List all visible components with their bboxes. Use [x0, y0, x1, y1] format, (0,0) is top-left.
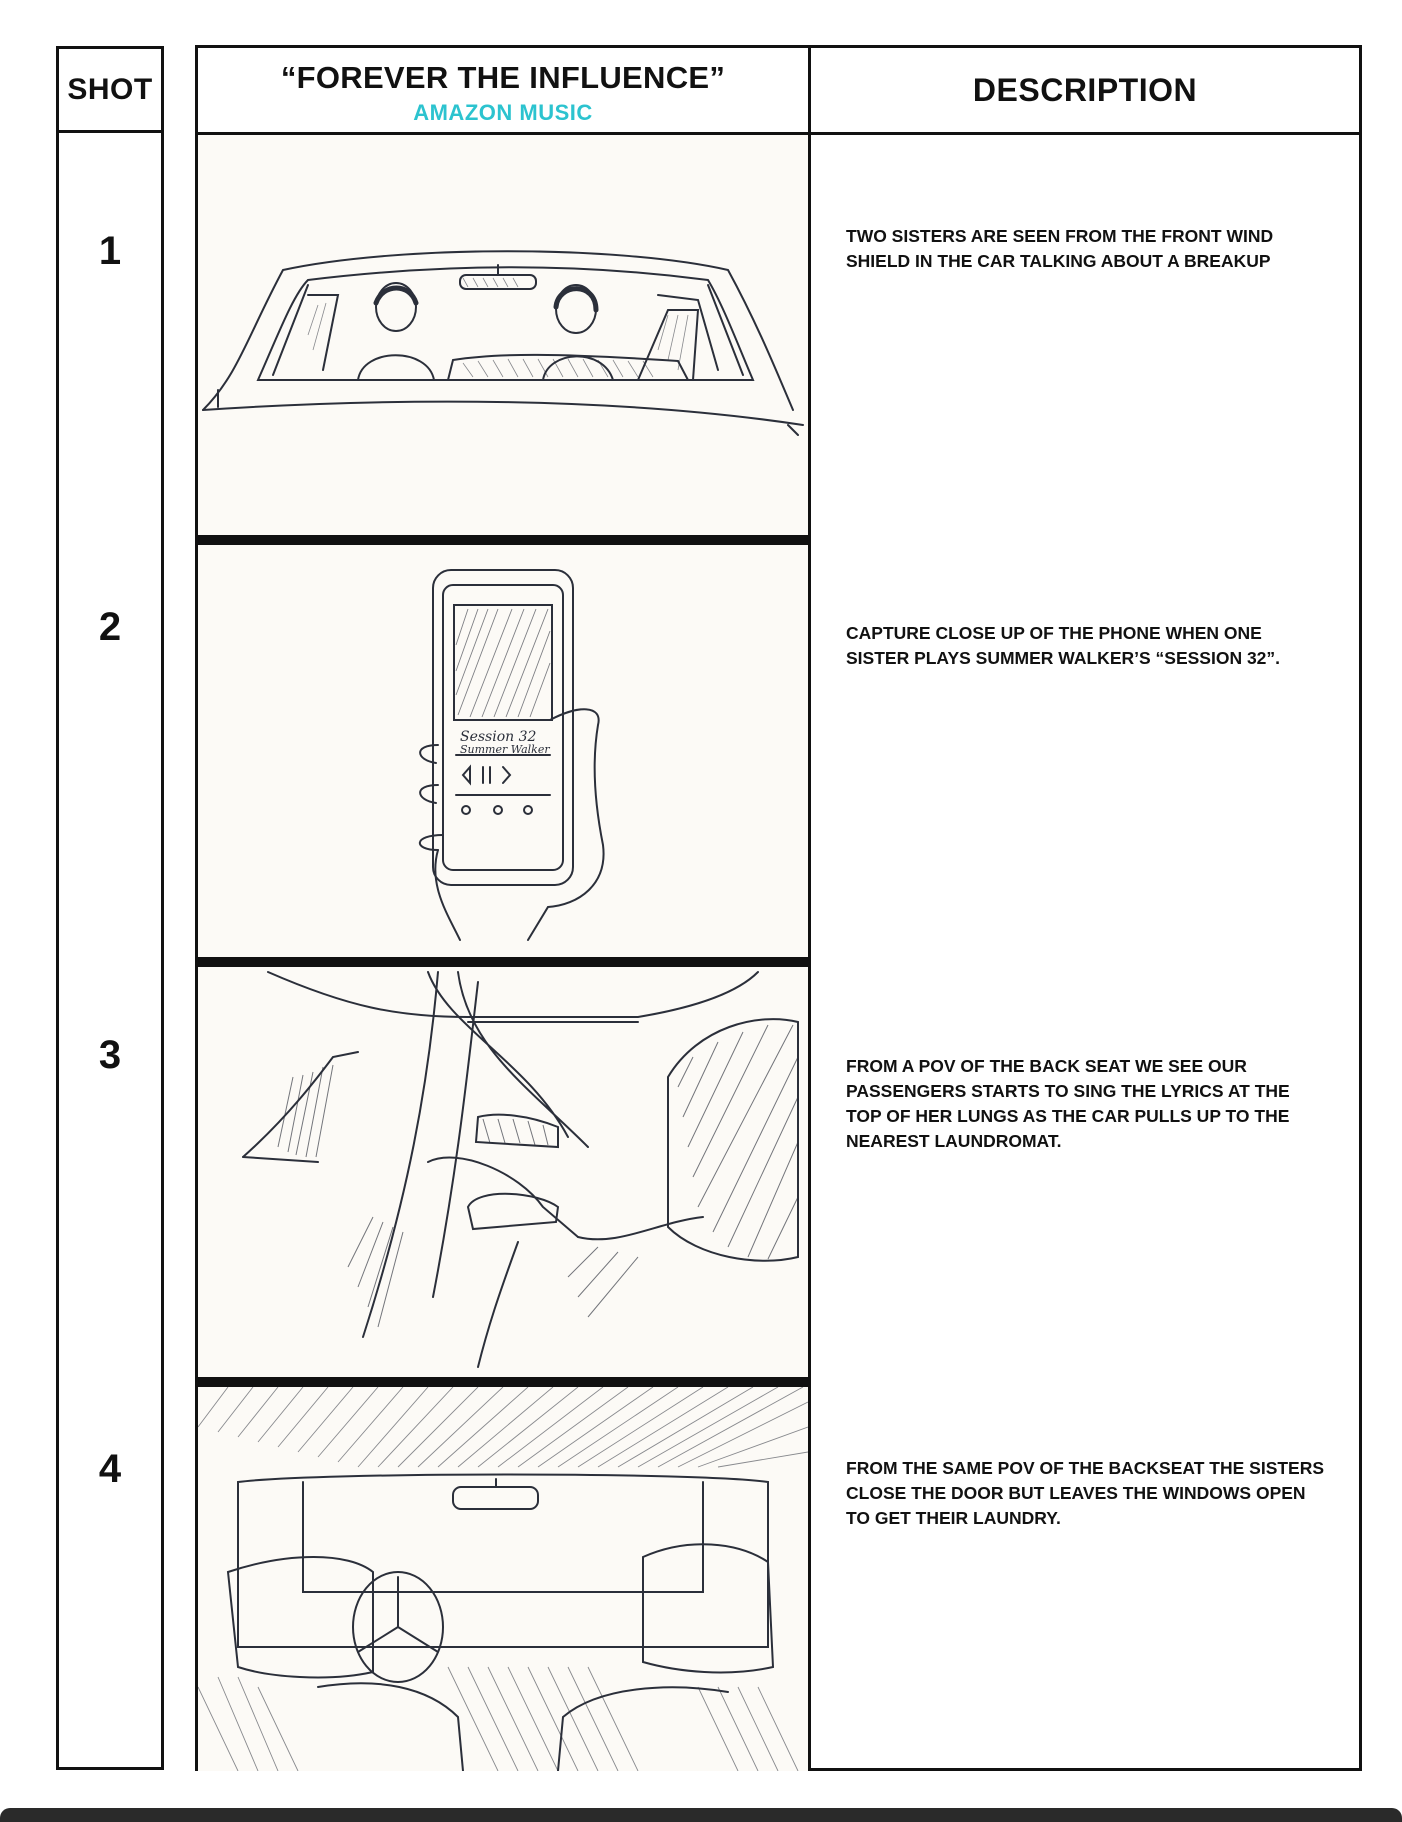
sketch-frame-1	[198, 135, 808, 535]
shot-column	[56, 46, 164, 1770]
shot-number-1: 1	[98, 229, 122, 273]
title-cell	[198, 48, 808, 132]
shot-description-1: TWO SISTERS ARE SEEN FROM THE FRONT WIND SHIELD IN THE CAR TALKING ABOUT A BREAKUP	[846, 226, 1274, 271]
car-windshield-sketch	[198, 135, 808, 535]
description-header: DESCRIPTION	[972, 71, 1198, 108]
page-bottom-edge	[0, 1808, 1402, 1822]
storyboard-subtitle: AMAZON MUSIC	[413, 100, 593, 125]
shot-number-4: 4	[98, 1447, 122, 1491]
phone-song-title: Session 32	[460, 729, 537, 745]
car-interior-sketch	[198, 1387, 808, 1771]
frame-separator	[198, 1377, 808, 1387]
shot-number-2: 2	[98, 605, 122, 649]
shot-description-3: FROM A POV OF THE BACK SEAT WE SEE OUR PASSENGERS STARTS TO SING THE LYRICS AT THE TOP OF HER LUNGS AS THE CAR PULLS UP TO THE NEAREST LAUNDROMAT.	[846, 1056, 1290, 1151]
storyboard-title: “FOREVER THE INFLUENCE”	[280, 60, 726, 95]
singing-passenger-sketch	[198, 967, 808, 1377]
column-divider	[808, 48, 811, 1768]
sketch-frame-4	[198, 1387, 808, 1771]
phone-sketch	[198, 545, 808, 957]
frame-separator	[198, 957, 808, 967]
shot-header: SHOT	[59, 49, 161, 133]
sketch-frame-2	[198, 545, 808, 957]
frame-separator	[198, 535, 808, 545]
sketch-frame-3	[198, 967, 808, 1377]
storyboard-table	[195, 45, 1362, 1771]
phone-artist-name: Summer Walker	[460, 743, 550, 756]
shot-description-4: FROM THE SAME POV OF THE BACKSEAT THE SISTERS CLOSE THE DOOR BUT LEAVES THE WINDOWS OPEN TO GET THEIR LAUNDRY.	[846, 1458, 1325, 1528]
shot-number-3: 3	[98, 1033, 122, 1077]
shot-description-2: CAPTURE CLOSE UP OF THE PHONE WHEN ONE SISTER PLAYS SUMMER WALKER’S “SESSION 32”.	[846, 623, 1281, 668]
